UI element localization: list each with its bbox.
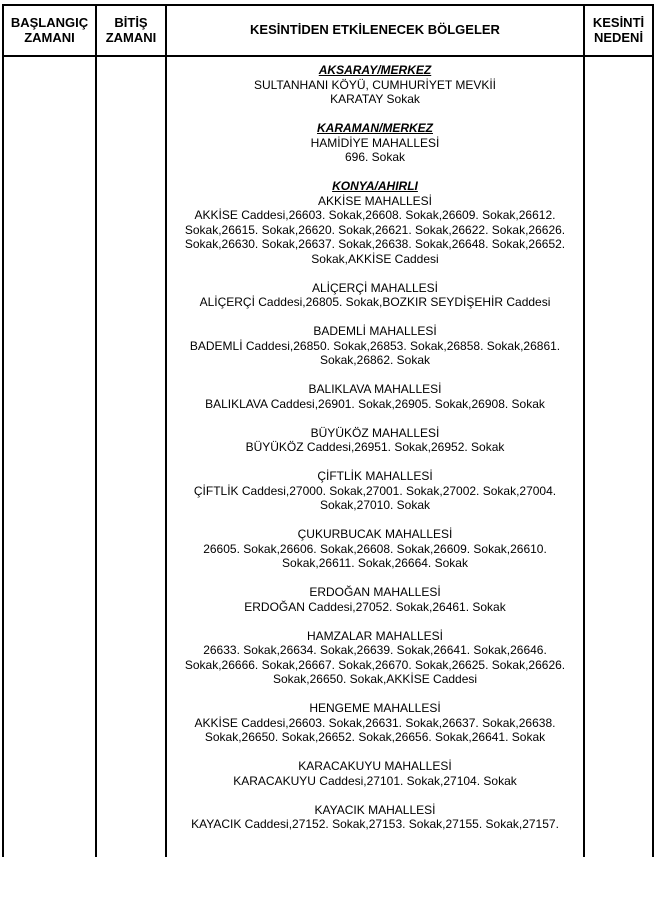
neighborhood-title: HENGEME MAHALLESİ	[309, 701, 441, 715]
streets-list: KARACAKUYU Caddesi,27101. Sokak,27104. Sokak	[233, 773, 517, 788]
neighborhood-title: BÜYÜKÖZ MAHALLESİ	[310, 425, 440, 440]
province-header: AKSARAY/MERKEZ	[318, 63, 432, 77]
outage-section	[179, 585, 571, 614]
region-block	[179, 63, 571, 107]
streets-list: KAYACIK Caddesi,27152. Sokak,27153. Sokak,27155. Sokak,27157.	[191, 817, 559, 831]
streets-list: 26605. Sokak,26606. Sokak,26608. Sokak,26609. Sokak,26610. Sokak,26611. Sokak,26664. Sokak	[203, 541, 547, 570]
region-block	[179, 179, 571, 832]
outage-section	[179, 194, 571, 267]
streets-list: AKKİSE Caddesi,26603. Sokak,26631. Sokak,26637. Sokak,26638. Sokak,26650. Sokak,26652. Sokak,26656. Sokak,26641. Sokak	[194, 715, 556, 744]
affected-regions-cell	[166, 56, 584, 857]
col-header-start-time: BAŞLANGIÇ ZAMANI	[3, 5, 96, 56]
province-header: KONYA/AHIRLI	[332, 179, 418, 193]
col-header-affected-regions: KESİNTİDEN ETKİLENECEK BÖLGELER	[166, 5, 584, 56]
streets-list: KARATAY Sokak	[330, 92, 420, 106]
streets-list: AKKİSE Caddesi,26603. Sokak,26608. Sokak,26609. Sokak,26612. Sokak,26615. Sokak,26620. Sokak,26621. Sokak,26622. Sokak,26626. Sokak,26630. Sokak,26637. Sokak,26638. Sokak,26648. Sokak,26652. Sokak,AKKİSE Caddesi	[184, 208, 566, 266]
outage-section	[179, 527, 571, 571]
outage-section	[179, 469, 571, 513]
regions-list	[167, 57, 583, 857]
streets-list: ERDOĞAN Caddesi,27052. Sokak,26461. Sokak	[244, 599, 506, 614]
outage-section	[179, 629, 571, 687]
outage-section	[179, 803, 571, 832]
neighborhood-title: ÇUKURBUCAK MAHALLESİ	[297, 527, 453, 541]
neighborhood-title: ÇİFTLİK MAHALLESİ	[317, 469, 433, 483]
neighborhood-title: KAYACIK MAHALLESİ	[314, 802, 436, 817]
outage-table	[2, 4, 654, 857]
start-time-cell	[3, 56, 96, 857]
outage-section	[179, 759, 571, 788]
province-header: KARAMAN/MERKEZ	[317, 121, 433, 135]
end-time-cell	[96, 56, 166, 857]
outage-section	[179, 281, 571, 310]
neighborhood-title: BALIKLAVA MAHALLESİ	[308, 382, 442, 396]
neighborhood-title: KARACAKUYU MAHALLESİ	[298, 759, 452, 773]
region-block	[179, 121, 571, 165]
col-header-end-time: BİTİŞ ZAMANI	[96, 5, 166, 56]
neighborhood-title: ALİÇERÇİ MAHALLESİ	[311, 280, 439, 295]
streets-list: BALIKLAVA Caddesi,26901. Sokak,26905. Sokak,26908. Sokak	[205, 396, 545, 411]
outage-section	[179, 78, 571, 107]
outage-row	[3, 56, 653, 857]
streets-list: BADEMLİ Caddesi,26850. Sokak,26853. Sokak,26858. Sokak,26861. Sokak,26862. Sokak	[189, 338, 561, 367]
col-header-outage-reason: KESİNTİ NEDENİ	[584, 5, 653, 56]
streets-list: 26633. Sokak,26634. Sokak,26639. Sokak,26641. Sokak,26646. Sokak,26666. Sokak,26667. Sokak,26670. Sokak,26625. Sokak,26626. Sokak,26650. Sokak,AKKİSE Caddesi	[184, 643, 566, 686]
neighborhood-title: SULTANHANI KÖYÜ, CUMHURİYET MEVKİİ	[253, 77, 497, 92]
neighborhood-title: HAMZALAR MAHALLESİ	[306, 628, 444, 643]
outage-section	[179, 701, 571, 745]
streets-list: 696. Sokak	[344, 150, 406, 164]
streets-list: ÇİFTLİK Caddesi,27000. Sokak,27001. Sokak,27002. Sokak,27004. Sokak,27010. Sokak	[193, 483, 557, 512]
streets-list: BÜYÜKÖZ Caddesi,26951. Sokak,26952. Sokak	[245, 440, 505, 454]
streets-list: ALİÇERÇİ Caddesi,26805. Sokak,BOZKIR SEYDİŞEHİR Caddesi	[199, 295, 551, 309]
header-row	[3, 5, 653, 56]
neighborhood-title: AKKİSE MAHALLESİ	[317, 193, 433, 208]
outage-section	[179, 426, 571, 455]
neighborhood-title: HAMİDİYE MAHALLESİ	[310, 135, 440, 150]
outage-section	[179, 382, 571, 411]
outage-reason-cell	[584, 56, 653, 857]
outage-section	[179, 136, 571, 165]
outage-section	[179, 324, 571, 368]
neighborhood-title: ERDOĞAN MAHALLESİ	[309, 585, 441, 599]
neighborhood-title: BADEMLİ MAHALLESİ	[313, 324, 437, 338]
